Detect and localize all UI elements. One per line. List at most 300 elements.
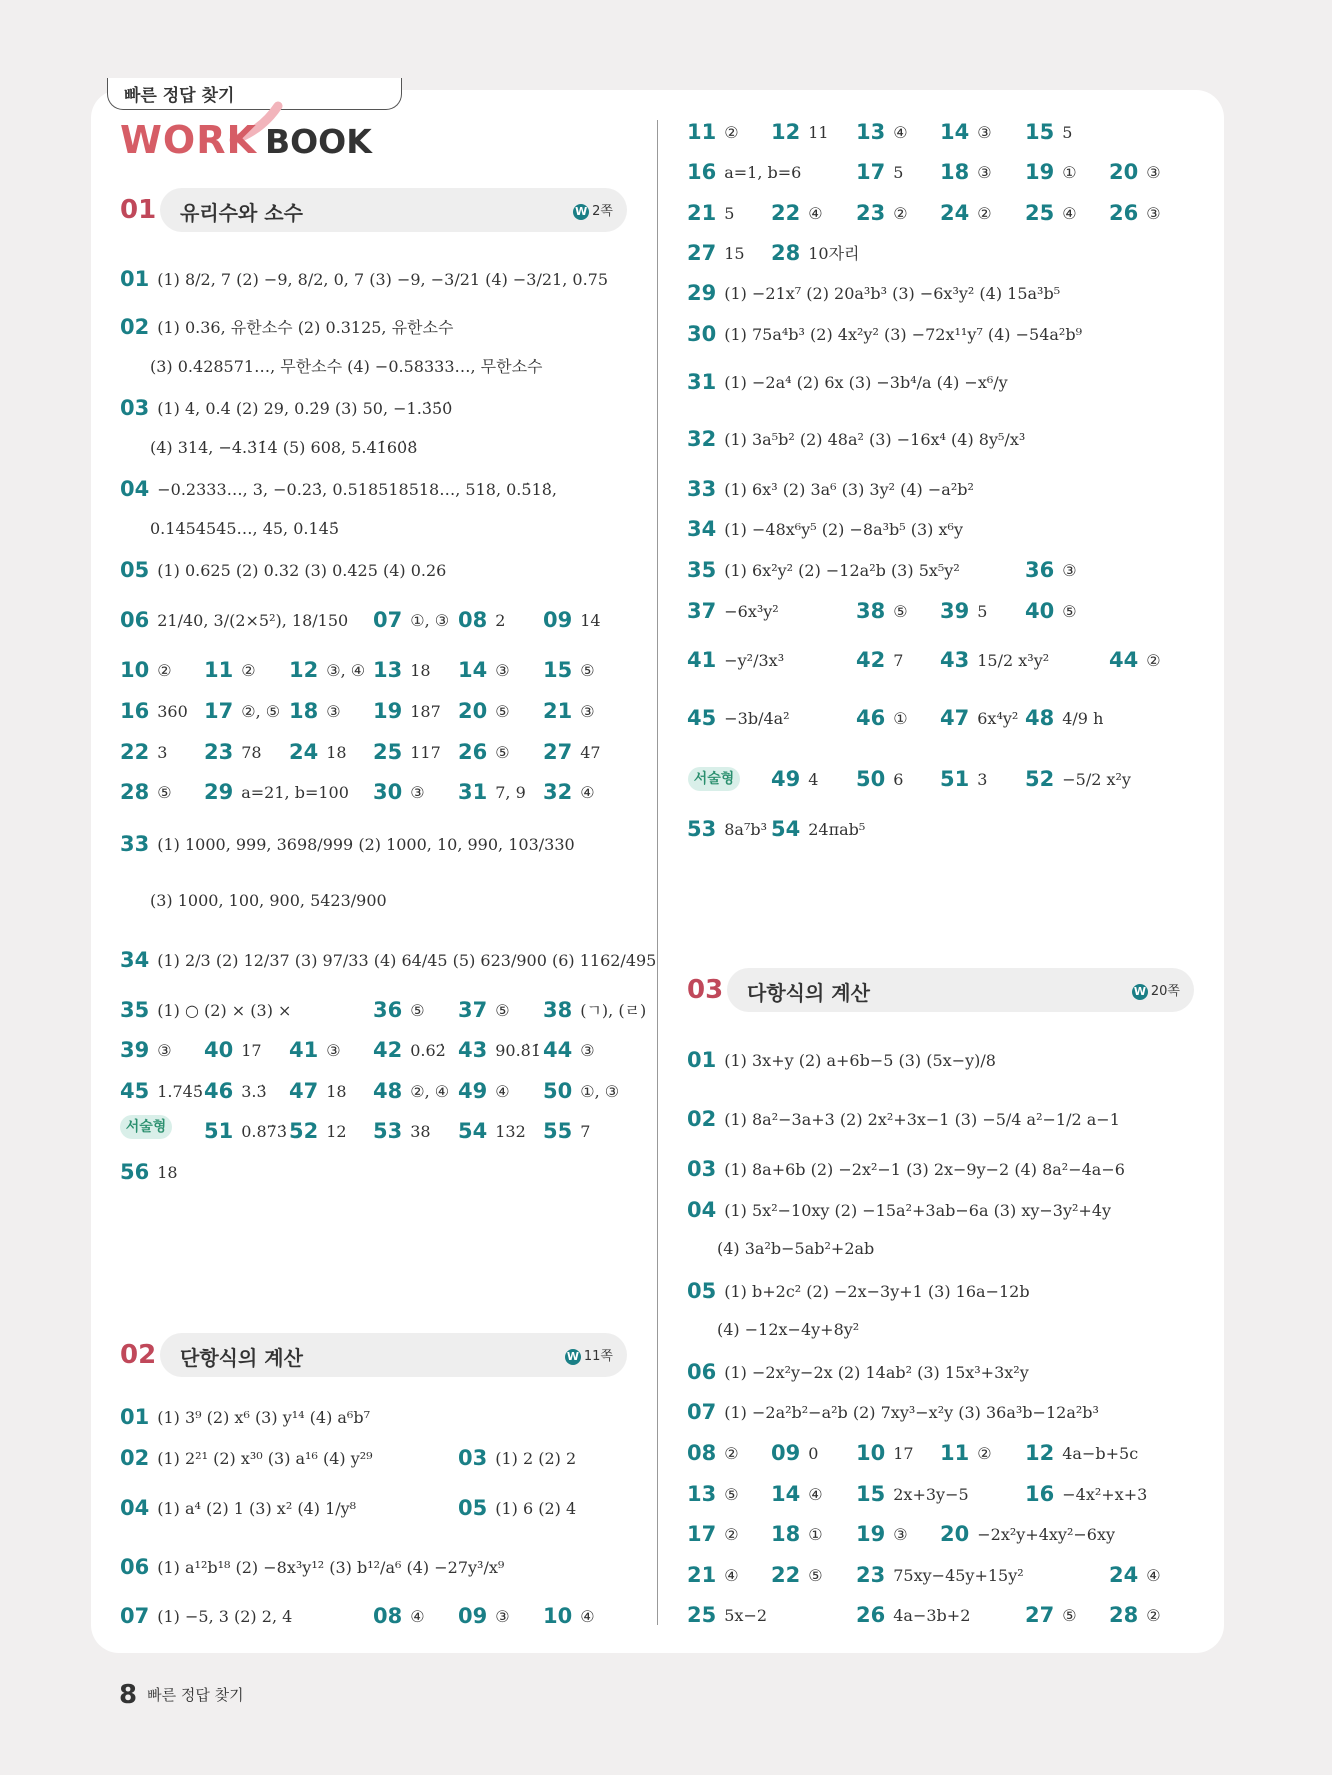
answer-item bbox=[120, 477, 557, 501]
answer-text: 14 bbox=[580, 611, 601, 630]
answer-item bbox=[150, 437, 417, 459]
answer-text: 5x−2 bbox=[724, 1606, 768, 1625]
answer-number: 14 bbox=[771, 1482, 801, 1506]
section-title: 유리수와 소수 bbox=[180, 201, 303, 225]
section-ref: W 20쪽 bbox=[1133, 984, 1180, 999]
answer-item bbox=[120, 1038, 172, 1062]
answer-item bbox=[1025, 706, 1103, 730]
answer-text: ⑤ bbox=[893, 602, 908, 621]
section-header bbox=[160, 188, 627, 232]
answer-text: ② bbox=[724, 123, 739, 142]
answer-number: 24 bbox=[1109, 1563, 1139, 1587]
answer-item bbox=[687, 241, 745, 265]
answer-item bbox=[856, 706, 908, 730]
answer-text: (1) 0.625 (2) 0.32 (3) 0.425 (4) 0.26 bbox=[157, 561, 447, 580]
answer-number: 05 bbox=[120, 558, 150, 582]
answer-text: 18 bbox=[326, 1082, 347, 1101]
answer-number: 21 bbox=[687, 201, 717, 225]
answer-number: 22 bbox=[771, 201, 801, 225]
answer-item bbox=[687, 648, 784, 672]
answer-item bbox=[771, 1522, 823, 1546]
answer-text: (1) ○ (2) × (3) × bbox=[157, 1001, 292, 1020]
answer-item bbox=[940, 599, 987, 623]
answer-text: (1) −2a⁴ (2) 6x (3) −3b⁴/a (4) −x⁶/y bbox=[724, 373, 1008, 392]
answer-text: (4) −12x−4y+8y² bbox=[717, 1320, 860, 1339]
footer-label: 빠른 정답 찾기 bbox=[147, 1686, 244, 1704]
section-title: 다항식의 계산 bbox=[747, 981, 870, 1005]
answer-item bbox=[120, 658, 172, 682]
answer-number: 46 bbox=[856, 706, 886, 730]
answer-text: 132 bbox=[495, 1122, 526, 1141]
answer-number: 28 bbox=[771, 241, 801, 265]
answer-item bbox=[687, 1107, 1120, 1131]
answer-item bbox=[204, 1079, 267, 1103]
answer-item bbox=[373, 699, 441, 723]
answer-text: (1) 8a²−3a+3 (2) 2x²+3x−1 (3) −5/4 a²−1/2 a−1 bbox=[724, 1110, 1120, 1129]
answer-text: 4 bbox=[808, 770, 819, 789]
answer-item bbox=[687, 1441, 739, 1465]
answer-number: 46 bbox=[204, 1079, 234, 1103]
answer-text: 2 bbox=[495, 611, 506, 630]
answer-item bbox=[940, 648, 1049, 672]
answer-text: (1) −2x²y−2x (2) 14ab² (3) 15x³+3x²y bbox=[724, 1363, 1029, 1382]
answer-item bbox=[120, 1604, 292, 1628]
answer-text: (1) 3x+y (2) a+6b−5 (3) (5x−y)/8 bbox=[724, 1051, 996, 1070]
answer-text: 90.8̇1̇ bbox=[495, 1041, 542, 1060]
answer-item bbox=[940, 1441, 992, 1465]
answer-text: (1) 8a+6b (2) −2x²−1 (3) 2x−9y−2 (4) 8a²−4a−6 bbox=[724, 1160, 1125, 1179]
answer-text: 15 bbox=[724, 244, 745, 263]
answer-number: 01 bbox=[120, 267, 150, 291]
answer-text: ⑤ bbox=[1062, 602, 1077, 621]
answer-number: 08 bbox=[687, 1441, 717, 1465]
answer-number: 15 bbox=[856, 1482, 886, 1506]
answer-text: ① bbox=[893, 709, 908, 728]
answer-number: 19 bbox=[856, 1522, 886, 1546]
answer-number: 11 bbox=[940, 1441, 970, 1465]
answer-number: 37 bbox=[687, 599, 717, 623]
answer-text: ⑤ bbox=[410, 1001, 425, 1020]
answer-number: 10 bbox=[543, 1604, 573, 1628]
answer-text: 5 bbox=[724, 204, 735, 223]
answer-number: 23 bbox=[856, 1563, 886, 1587]
answer-number: 10 bbox=[856, 1441, 886, 1465]
essay-tag: 서술형 bbox=[120, 1115, 172, 1139]
answer-text: ⑤ bbox=[157, 783, 172, 802]
answer-text: ⑤ bbox=[808, 1566, 823, 1585]
answer-text: (4) 3a²b−5ab²+2ab bbox=[717, 1239, 875, 1258]
answer-item bbox=[687, 1563, 739, 1587]
answer-item bbox=[543, 658, 595, 682]
answer-item bbox=[204, 1038, 262, 1062]
answer-item bbox=[458, 608, 505, 632]
answer-number: 16 bbox=[1025, 1482, 1055, 1506]
answer-text: (1) 5x²−10xy (2) −15a²+3ab−6a (3) xy−3y²+4y bbox=[724, 1201, 1112, 1220]
answer-text: (1) −5, 3 (2) 2, 4 bbox=[157, 1607, 293, 1626]
section-number: 01 bbox=[120, 195, 157, 225]
answer-number: 37 bbox=[458, 998, 488, 1022]
answer-number: 45 bbox=[120, 1079, 150, 1103]
answer-item bbox=[289, 658, 365, 682]
answer-item bbox=[940, 1522, 1115, 1546]
answer-number: 33 bbox=[120, 832, 150, 856]
answer-item bbox=[204, 699, 280, 723]
answer-number: 19 bbox=[1025, 160, 1055, 184]
answer-number: 05 bbox=[458, 1496, 488, 1520]
answer-item bbox=[687, 1048, 996, 1072]
answer-item bbox=[687, 281, 1060, 305]
answer-item bbox=[204, 740, 262, 764]
answer-item bbox=[771, 767, 818, 791]
answer-number: 22 bbox=[120, 740, 150, 764]
answer-text: ④ bbox=[495, 1082, 510, 1101]
answer-item bbox=[1109, 648, 1161, 672]
answer-text: ⑤ bbox=[495, 702, 510, 721]
answer-text: ③ bbox=[410, 783, 425, 802]
answer-number: 16 bbox=[120, 699, 150, 723]
answer-item bbox=[543, 1119, 590, 1143]
answer-item bbox=[120, 948, 656, 972]
answer-item bbox=[120, 699, 188, 723]
answer-number: 12 bbox=[771, 120, 801, 144]
answer-item bbox=[687, 201, 734, 225]
answer-text: ④ bbox=[808, 1485, 823, 1504]
answer-item bbox=[373, 658, 431, 682]
answer-text: ②, ④ bbox=[410, 1082, 450, 1101]
answer-item bbox=[771, 1482, 823, 1506]
answer-text: 5 bbox=[1062, 123, 1073, 142]
answer-item bbox=[120, 267, 608, 291]
answer-number: 12 bbox=[289, 658, 319, 682]
answer-item bbox=[373, 998, 425, 1022]
answer-number: 28 bbox=[120, 780, 150, 804]
answer-text: ③ bbox=[580, 702, 595, 721]
answer-item bbox=[940, 160, 992, 184]
answer-item bbox=[120, 396, 452, 420]
answer-number: 21 bbox=[687, 1563, 717, 1587]
answer-item bbox=[120, 1446, 373, 1470]
answer-text: ⑤ bbox=[495, 1001, 510, 1020]
answer-text: 360 bbox=[157, 702, 188, 721]
answer-item bbox=[458, 1038, 541, 1062]
answer-number: 52 bbox=[289, 1119, 319, 1143]
answer-item bbox=[1025, 1603, 1077, 1627]
answer-item bbox=[771, 1441, 818, 1465]
answer-text: 7 bbox=[893, 651, 904, 670]
answer-number: 52 bbox=[1025, 767, 1055, 791]
section-header bbox=[160, 1333, 627, 1377]
answer-text: (1) 2²¹ (2) x³⁰ (3) a¹⁶ (4) y²⁹ bbox=[157, 1449, 373, 1468]
answer-text: 0.87̇3̇ bbox=[241, 1122, 288, 1141]
answer-number: 04 bbox=[120, 1496, 150, 1520]
answer-number: 54 bbox=[771, 817, 801, 841]
answer-item bbox=[687, 1482, 739, 1506]
answer-text: ④ bbox=[808, 204, 823, 223]
answer-number: 07 bbox=[373, 608, 403, 632]
workbook-w-icon: W bbox=[566, 1350, 579, 1363]
answer-number: 49 bbox=[771, 767, 801, 791]
answer-number: 19 bbox=[373, 699, 403, 723]
answer-item bbox=[120, 608, 348, 632]
answer-item bbox=[856, 1482, 969, 1506]
answer-number: 40 bbox=[204, 1038, 234, 1062]
answer-item bbox=[1109, 1603, 1161, 1627]
answer-item bbox=[687, 322, 1082, 346]
answer-item bbox=[856, 648, 903, 672]
answer-number: 18 bbox=[771, 1522, 801, 1546]
answer-text: (3) 0.428571…, 무한소수 (4) −0.58333…, 무한소수 bbox=[150, 357, 543, 376]
workbook-logo bbox=[120, 118, 372, 162]
answer-item bbox=[373, 608, 449, 632]
answer-number: 41 bbox=[687, 648, 717, 672]
answer-number: 50 bbox=[856, 767, 886, 791]
answer-number: 23 bbox=[204, 740, 234, 764]
answer-item bbox=[458, 1604, 510, 1628]
answer-item bbox=[771, 1563, 823, 1587]
answer-text: 187 bbox=[410, 702, 441, 721]
answer-item bbox=[687, 1157, 1125, 1181]
answer-number: 23 bbox=[856, 201, 886, 225]
answer-number: 20 bbox=[458, 699, 488, 723]
answer-number: 06 bbox=[687, 1360, 717, 1384]
answer-text: 21/40, 3/(2×5²), 18/150 bbox=[157, 611, 349, 630]
answer-item bbox=[373, 740, 441, 764]
answer-text: ③, ④ bbox=[326, 661, 366, 680]
answer-text: (1) a⁴ (2) 1 (3) x² (4) 1/y⁸ bbox=[157, 1499, 357, 1518]
answer-item bbox=[543, 780, 595, 804]
answer-number: 25 bbox=[1025, 201, 1055, 225]
answer-text: 3.3̇ bbox=[241, 1082, 267, 1101]
answer-item bbox=[458, 1446, 576, 1470]
answer-text: −y²/3x³ bbox=[724, 651, 785, 670]
answer-number: 44 bbox=[543, 1038, 573, 1062]
answer-item bbox=[687, 427, 1025, 451]
section-header bbox=[727, 968, 1194, 1012]
answer-item bbox=[1025, 1482, 1147, 1506]
answer-text: (1) b+2c² (2) −2x−3y+1 (3) 16a−12b bbox=[724, 1282, 1030, 1301]
answer-item bbox=[373, 1079, 449, 1103]
answer-text: −4x²+x+3 bbox=[1062, 1485, 1148, 1504]
answer-item bbox=[458, 658, 510, 682]
answer-text: ③ bbox=[1146, 204, 1161, 223]
answer-text: 17 bbox=[241, 1041, 262, 1060]
answer-text: ③ bbox=[580, 1041, 595, 1060]
answer-text: ② bbox=[241, 661, 256, 680]
answer-number: 25 bbox=[687, 1603, 717, 1627]
answer-text: ⑤ bbox=[580, 661, 595, 680]
answer-text: a=21, b=100 bbox=[241, 783, 349, 802]
answer-text: 2x+3y−5 bbox=[893, 1485, 969, 1504]
answer-number: 25 bbox=[373, 740, 403, 764]
answer-number: 17 bbox=[687, 1522, 717, 1546]
answer-item bbox=[289, 1119, 347, 1143]
answer-number: 09 bbox=[543, 608, 573, 632]
answer-item bbox=[940, 120, 992, 144]
answer-item bbox=[687, 477, 974, 501]
answer-number: 18 bbox=[289, 699, 319, 723]
answer-item bbox=[1025, 1441, 1138, 1465]
answer-text: 0 bbox=[808, 1444, 819, 1463]
answer-text: (1) −2a²b²−a²b (2) 7xy³−x²y (3) 36a³b−12a²b³ bbox=[724, 1403, 1099, 1422]
answer-item bbox=[373, 780, 425, 804]
section-ref: W 2쪽 bbox=[575, 204, 613, 219]
answer-number: 30 bbox=[687, 322, 717, 346]
answer-text: ④ bbox=[580, 783, 595, 802]
answer-text: 117 bbox=[410, 743, 441, 762]
answer-item bbox=[940, 767, 987, 791]
answer-item bbox=[771, 120, 829, 144]
answer-item bbox=[458, 740, 510, 764]
answer-text: ④ bbox=[1146, 1566, 1161, 1585]
answer-item bbox=[204, 1119, 287, 1143]
logo-book: BOOK bbox=[264, 122, 372, 161]
answer-text: 0.62̇ bbox=[410, 1041, 446, 1060]
answer-number: 33 bbox=[687, 477, 717, 501]
answer-text: 78 bbox=[241, 743, 262, 762]
answer-text: (1) 6x²y² (2) −12a²b (3) 5x⁵y² bbox=[724, 561, 960, 580]
answer-number: 51 bbox=[204, 1119, 234, 1143]
answer-item bbox=[771, 201, 823, 225]
answer-number: 41 bbox=[289, 1038, 319, 1062]
answer-item bbox=[150, 890, 387, 912]
answer-item bbox=[120, 1405, 370, 1429]
answer-item bbox=[1109, 201, 1161, 225]
answer-number: 39 bbox=[120, 1038, 150, 1062]
answer-text: ④ bbox=[410, 1607, 425, 1626]
answer-text: (1) 1000, 999, 3698/999 (2) 1000, 10, 990, 103/330 bbox=[157, 835, 575, 854]
answer-item bbox=[687, 1603, 767, 1627]
answer-text: −2x²y+4xy²−6xy bbox=[977, 1525, 1116, 1544]
answer-item bbox=[120, 558, 446, 582]
answer-number: 43 bbox=[458, 1038, 488, 1062]
answer-number: 29 bbox=[204, 780, 234, 804]
answer-item bbox=[687, 1400, 1099, 1424]
answer-item bbox=[687, 370, 1008, 394]
answer-text: (1) 6x³ (2) 3a⁶ (3) 3y² (4) −a²b² bbox=[724, 480, 974, 499]
answer-text: ③ bbox=[157, 1041, 172, 1060]
section-title: 단항식의 계산 bbox=[180, 1346, 303, 1370]
answer-text: 38 bbox=[410, 1122, 431, 1141]
answer-item bbox=[458, 699, 510, 723]
answer-number: 26 bbox=[856, 1603, 886, 1627]
answer-text: 1.74̇5̇ bbox=[157, 1082, 204, 1101]
answer-text: ③ bbox=[495, 661, 510, 680]
answer-number: 53 bbox=[687, 817, 717, 841]
answer-number: 01 bbox=[687, 1048, 717, 1072]
section-number: 03 bbox=[687, 975, 724, 1005]
answer-number: 36 bbox=[1025, 558, 1055, 582]
answer-number: 02 bbox=[120, 315, 150, 339]
answer-number: 43 bbox=[940, 648, 970, 672]
answer-number: 28 bbox=[1109, 1603, 1139, 1627]
section-number: 02 bbox=[120, 1340, 157, 1370]
answer-number: 31 bbox=[458, 780, 488, 804]
answer-item bbox=[940, 706, 1018, 730]
answer-item bbox=[543, 740, 601, 764]
answer-item bbox=[373, 1119, 431, 1143]
answer-text: ⑤ bbox=[1062, 1606, 1077, 1625]
answer-text: ③ bbox=[326, 1041, 341, 1060]
answer-item bbox=[856, 1441, 914, 1465]
answer-number: 35 bbox=[687, 558, 717, 582]
answer-text: ① bbox=[1062, 163, 1077, 182]
answer-number: 50 bbox=[543, 1079, 573, 1103]
answer-text: ②, ⑤ bbox=[241, 702, 281, 721]
answer-text: −0.2333…, 3, −0.23̇, 0.518518518…, 518, 0.5̇18̇, bbox=[157, 480, 558, 499]
answer-item bbox=[543, 699, 595, 723]
answer-item bbox=[687, 1360, 1029, 1384]
answer-item bbox=[687, 517, 963, 541]
answer-item bbox=[120, 1555, 504, 1579]
answer-text: ② bbox=[977, 1444, 992, 1463]
answer-text: 4a−b+5c bbox=[1062, 1444, 1139, 1463]
answer-item bbox=[150, 518, 339, 540]
answer-item bbox=[687, 706, 790, 730]
answer-number: 34 bbox=[687, 517, 717, 541]
answer-text: (1) 0.36, 유한소수 (2) 0.3125, 유한소수 bbox=[157, 318, 454, 337]
answer-number: 47 bbox=[289, 1079, 319, 1103]
answer-item bbox=[204, 780, 349, 804]
answer-number: 48 bbox=[373, 1079, 403, 1103]
answer-number: 15 bbox=[1025, 120, 1055, 144]
answer-number: 53 bbox=[373, 1119, 403, 1143]
answer-text: ①, ③ bbox=[410, 611, 450, 630]
answer-item bbox=[458, 780, 526, 804]
answer-text: 18 bbox=[326, 743, 347, 762]
answer-text: ④ bbox=[724, 1566, 739, 1585]
answer-item bbox=[687, 1198, 1111, 1222]
answer-number: 06 bbox=[120, 608, 150, 632]
answer-number: 26 bbox=[1109, 201, 1139, 225]
answer-text: 0.1454545…, 45, 0.14̇5̇ bbox=[150, 519, 340, 538]
answer-text: ④ bbox=[1062, 204, 1077, 223]
answer-text: ③ bbox=[893, 1525, 908, 1544]
answer-item bbox=[1025, 599, 1077, 623]
answer-text: 8a⁷b³ bbox=[724, 820, 768, 839]
answer-item bbox=[120, 740, 167, 764]
answer-item bbox=[687, 160, 801, 184]
answer-item bbox=[373, 1604, 425, 1628]
answer-text: 3 bbox=[977, 770, 988, 789]
answer-number: 32 bbox=[543, 780, 573, 804]
answer-number: 15 bbox=[543, 658, 573, 682]
answer-item bbox=[543, 1604, 595, 1628]
answer-item bbox=[1109, 1563, 1161, 1587]
answer-text: ② bbox=[157, 661, 172, 680]
answer-number: 13 bbox=[856, 120, 886, 144]
answer-text: (1) −48x⁶y⁵ (2) −8a³b⁵ (3) x⁶y bbox=[724, 520, 963, 539]
answer-text: ① bbox=[808, 1525, 823, 1544]
answer-number: 49 bbox=[458, 1079, 488, 1103]
answer-item bbox=[687, 558, 960, 582]
answer-item bbox=[289, 1038, 341, 1062]
answer-number: 27 bbox=[1025, 1603, 1055, 1627]
answer-number: 20 bbox=[1109, 160, 1139, 184]
answer-text: 12 bbox=[326, 1122, 347, 1141]
answer-item bbox=[1025, 767, 1131, 791]
answer-item bbox=[543, 998, 646, 1022]
answer-number: 31 bbox=[687, 370, 717, 394]
answer-text: −5/2 x²y bbox=[1062, 770, 1131, 789]
answer-number: 18 bbox=[940, 160, 970, 184]
answer-text: (1) −21x⁷ (2) 20a³b³ (3) −6x³y² (4) 15a³b⁵ bbox=[724, 284, 1061, 303]
answer-text: (4) 314, −4.3̇1̇4̇ (5) 608, 5.41̇60̇8̇ bbox=[150, 438, 418, 457]
answer-number: 16 bbox=[687, 160, 717, 184]
answer-number: 24 bbox=[940, 201, 970, 225]
answer-text: (1) 4, 0.4̇ (2) 29, 0.2̇9̇ (3) 50, −1.3̇5̇0̇ bbox=[157, 399, 453, 418]
answer-text: (1) 2 (2) 2 bbox=[495, 1449, 577, 1468]
answer-text: ④ bbox=[893, 123, 908, 142]
